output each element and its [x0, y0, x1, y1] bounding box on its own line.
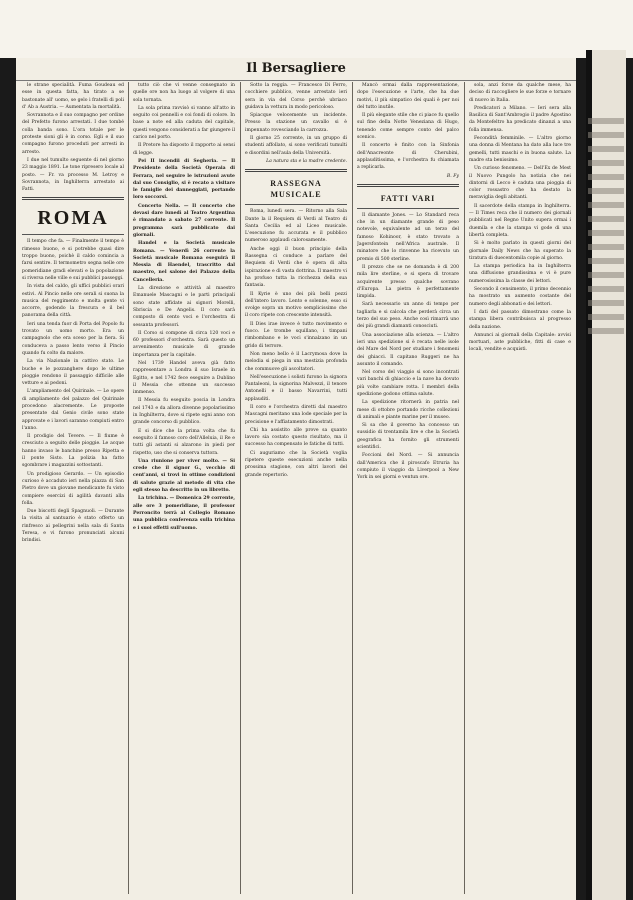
news-headline: Pei II incendii di Segheria. — Il Presidente della Società Operaia di Ferrara, nel seguire le istruzioni avute dal suo Consiglio, si è recato a visitare le famiglie dei danneggiati, portando loro soccorsi.: [133, 158, 235, 201]
review-paragraph: Roma, lunedì sera. — Ritorno alla Sala Dante la il Requiem di Verdi al Teatro di Santa Cecilia ed al Liceo musicale. L'esecuzione fu accurata e il pubblico numeroso applaudì calorosamente.: [245, 209, 347, 244]
news-item: Ieri una tenda fuor di Porta del Popolo fu trovato un uomo morto. Era un campagnolo che era sceso per la fiera. Si conduceva a passo lento verso il Pincio quando fu colto da malore.: [22, 321, 124, 356]
section-rule: [245, 204, 347, 205]
article-paragraph: Sovrannota e il suo compagno per ordine del Prefetto furono arrestati. I due tombé colla banda sono. L'ora totale per le proteste sioni gli è in corso. Egli e il suo compagno furono proceduti per arresti in arresto.: [22, 113, 124, 155]
news-item: L'ampliamento del Quirinale. — Le opere di ampliamento del palazzo del Quirinale procedono alacremente. Le proposte presentate dal Genio civile sono state approvate e i lavori saranno compiuti entro l'anno.: [22, 389, 124, 431]
news-item: E si dice che la prima volta che fu eseguito il famoso coro dell'Alleluia, il Re e tutti gli astanti si alzarono in piedi per rispetto, uso che si conserva tuttora.: [133, 428, 235, 456]
article-paragraph: I due nel tumulto seguente di nel giorno 23 maggio 1891. Le tone ripresero locale al posto. — Fr. va processo M. Letroy e Sovrannota, in Inghilterra arrestato ai Fatti.: [22, 157, 124, 193]
news-item: Un curioso fenomeno. — Dell'Ex de Mest il Nuovo Pungolo ha notizia che nei dintorni di Lecco è caduta una pioggia di color rossastro che ha destato la meraviglia degli abitanti.: [469, 166, 571, 201]
author-signature: B. Fy: [446, 173, 459, 179]
column-2: [133, 82, 235, 894]
review-paragraph: Il più elegante stile che ci piace fu quello sul fine della Notte Veneziana di Hugo, tenendo come sempre conto del palco scenico.: [357, 113, 459, 141]
article-paragraph: La sola prima ravvisò si vanno all'atto in seguito coi pennelli e coi fondi di colore. In base a note ed alla caduta del capitale, questi vengono considerati a far giungere il carico nel porto.: [133, 105, 235, 141]
news-item: Fecondità femminile. — L'altro giorno una donna di Mentana ha dato alla luce tre gemelli, tutti maschi e in buona salute. La madre sta benissimo.: [469, 136, 571, 163]
news-item: Si è molto parlato in questi giorni del giornale Daily News che ha superato la tiratura di duecentomila copie al giorno.: [469, 241, 571, 261]
masthead: Il Bersagliere: [16, 58, 576, 81]
news-item: In vista del caldo, gli uffici pubblici orari estivi. Al Pincio nelle ore serali si suona la musica del reggimento e molta gente vi accorre, godendo la frescura e il bel panorama della città.: [22, 284, 124, 319]
section-divider: [22, 197, 124, 200]
news-item: La stampa periodica ha in Inghilterra una diffusione grandissima e vi è pure numerosissima la classe dei lettori.: [469, 264, 571, 284]
section-rule: [22, 234, 124, 235]
review-paragraph: Anche oggi il buon principio della Rassegna ci conduce a parlare del Requiem di Verdi che è opera di alta ispirazione e di vasta dottrina. Il maestro vi ha profuso tutta la ricchezza della sua fantasia.: [245, 246, 347, 289]
quote-line: La natura sta e la madre credente.: [266, 158, 347, 164]
news-item: La spedizione ritornerà in patria nel mese di ottobre portando ricche collezioni di animali e piante marine per il museo.: [357, 400, 459, 420]
news-item: Il Corso si compone di circa 120 voci e 60 professori d'orchestra. Sarà questo un avvenimento musicale di grande importanza per la capitale.: [133, 330, 235, 358]
review-paragraph: Non meno bello è il Lacrymosa dove la melodia si piega in una mestizia profonda che commuove gli ascoltatori.: [245, 351, 347, 372]
news-item: Si sa che il governo ha concesso un sussidio di trentamila lire e che la Società geografica ha fornito gli strumenti scientifici.: [357, 423, 459, 451]
news-item: Il prodigio del Tevere. — Il fiume è cresciuto a seguito delle pioggie. Le acque hanno invaso le banchine presso Ripetta e il ponte Sisto. La polizia ha fatto sgombrare i magazzini sottostanti.: [22, 434, 124, 469]
column-3: [245, 82, 347, 894]
news-item: sola, anzi forse da qualche mese, ha deciso di raccogliere le sue forze e tornare di nuovo in Italia.: [469, 83, 571, 103]
adjacent-page-text-fragment: [588, 110, 624, 342]
news-item: Secondo il censimento, il primo decennio ha mostrato un aumento costante del numero degli abbonati e dei lettori.: [469, 287, 571, 307]
column-rule: [464, 82, 465, 894]
adjacent-page-edge: [586, 50, 626, 900]
news-item: Un prodigioso Gerardo. — Un episodio curioso è accaduto ieri nella piazza di San Pietro dove un giovane mendicante fu visto compiere esercizi di agilità davanti alla folla.: [22, 471, 124, 506]
article-paragraph: tutto ciò che vi venne consegnato in quelle ore non ha luogo al volgere di una sola tornata.: [133, 83, 235, 103]
news-item: Il prezzo che se ne domanda è di 200 mila lire sterline, e si spera di trovare acquirente presso qualche sovrano d'Europa. La pietra è perfettamente limpida.: [357, 264, 459, 300]
news-item: Il tempo che fa. — Finalmente il tempo è rimesso buono, e si potrebbe quasi dire troppo buono, poichè il caldo comincia a farsi sentire. Il termometro segna nelle ore pomeridiane gradi elevati e la popolazione si riversa nelle ville e sui pubblici passeggi.: [22, 239, 124, 281]
review-paragraph: Il concerto è finito con la Sinfonia dell'Anacreonte di Cherubini, applauditissima, e l'orchestra fu chiamata a replicarla.: [357, 143, 459, 171]
column-rule: [240, 82, 241, 894]
news-item: Sarà necessario un anno di tempo per tagliarla e si calcola che perderà circa un terzo del suo peso. Anche così rimarrà uno dei più grandi diamanti conosciuti.: [357, 302, 459, 330]
section-title-roma: ROMA: [37, 207, 109, 230]
column-1: [22, 82, 124, 894]
news-item: Il giorno 25 corrente, in un gruppo di studenti affollato, si sono verificati tumulti e disordini nell'aula della Università.: [245, 136, 347, 156]
column-5: [469, 82, 571, 894]
section-divider: [357, 184, 459, 187]
news-item: Foccioni del Nord. — Si annuncia dall'America che il piroscafo Etruria ha compiuto il viaggio da Liverpool a New York in sei giorni e ventun ore.: [357, 453, 459, 481]
column-4: [357, 82, 459, 894]
section-divider: [245, 169, 347, 172]
column-rule: [352, 82, 353, 894]
review-paragraph: Il coro e l'orchestra diretti dal maestro Mascagni meritano una lode speciale per la precisione e l'affiatamento dimostrati.: [245, 404, 347, 425]
news-item: Nel 1739 Handel aveva già fatto rappresentare a Londra il suo Israele in Egitto, e nel 1742 fece eseguire a Dublino il Messia che ottenne un successo immenso.: [133, 360, 235, 396]
review-paragraph: Ci auguriamo che la Società voglia ripetere queste esecuzioni anche nella prossima stagione, con altri lavori del grande repertorio.: [245, 450, 347, 478]
news-item: Annunci ai giornali della Capitale: avvisi mortuari, aste pubbliche, fitti di case e locali, vendite e acquisti.: [469, 332, 571, 353]
news-item: Predicatori a Milano. — Ieri sera alla Basilica di Sant'Ambrogio il padre Agostino da Montefeltro ha predicato dinanzi a una folla immensa.: [469, 105, 571, 133]
news-item: La via Nazionale in cattivo stato. Le buche e le pozzanghere dopo le ultime pioggie rendono il passaggio difficile alle vetture e ai pedoni.: [22, 359, 124, 387]
page-top-margin: [0, 0, 633, 58]
review-paragraph: Nell'esecuzione i solisti furono la signora Pantaleoni, la signorina Malvezzi, il tenore Antonelli e il basso Navarrini, tutti applauditi.: [245, 374, 347, 402]
section-title-fatti-vari: FATTI VARI: [380, 193, 436, 203]
news-item: Due biscotti degli Spagnuoli. — Durante la visita al santuario è stato offerto un rinfresco ai pellegrini nella sala di Santa Teresa, e vi furono pronunciati alcuni brindisi.: [22, 509, 124, 544]
review-paragraph: Il Kyrie è uno dei più belli pezzi dell'intero lavoro. Lento e solenne, esso si svolge sopra un motivo semplicissimo che il coro ripete con crescente intensità.: [245, 291, 347, 319]
review-paragraph: Il Dies irae invece è tutto movimento e fuoco. Le trombe squillano, i timpani rimbombano e le voci s'innalzano in un grido di terrore.: [245, 321, 347, 349]
review-paragraph: Mancò ormai dalla rappresentazione, dopo l'esecuzione e l'arte, che ha due motivi, il più simpatico dei quali è per noi del tutto inutile.: [357, 83, 459, 110]
section-rule: [357, 208, 459, 209]
news-item: La direzione e attività al maestro Emanuele Mascagni e le parti principali sono state affidate ai signori Morelli, Sbriscia e De Angelis. Il coro sarà composto di cento voci e l'orchestra di sessanta professori.: [133, 286, 235, 328]
news-item: I dati del passato dimostrano come la stampa libera contribuisca al progresso della nazione.: [469, 309, 571, 330]
newspaper-page: [16, 58, 576, 900]
news-item: Nel corso del viaggio si sono incontrati vari banchi di ghiaccio e la nave ha dovuto più volte cambiare rotta. I membri della spedizione godono ottima salute.: [357, 370, 459, 397]
article-paragraph: Il Pretore ha disposto il rapporto ai sensi di legge.: [133, 143, 235, 156]
news-item: Spiacque velocemente un incidente. Presso la stazione un cavallo si è impennato rovesciando la carrozza.: [245, 113, 347, 133]
news-headline: La trichina. — Domenica 29 corrente, alle ore 3 pomeridiane, il professor Perroncito terrà al Collegio Romano una pubblica conferenza sulla trichina e i suoi effetti sull'uomo.: [133, 496, 235, 531]
review-paragraph: Chi ha assistito alle prove sa quanto lavoro sia costato questo risultato, ma il successo ha compensato le fatiche di tutti.: [245, 427, 347, 448]
news-headline: Concerto Nella. — Il concerto che devasi dare lunedì al Teatro Argentina è rimandato a sabato 27 corrente. Il programma sarà pubblicato dai giornali.: [133, 203, 235, 238]
news-item: Una associazione alla scienza. — L'altro ieri una spedizione si è recata nelle isole del Mare del Nord per studiare i fenomeni dei ghiacci. Il capitano Ruggeri ne ha assunto il comando.: [357, 332, 459, 367]
news-headline: Una riunione per viver molto. — Si crede che il signor G., vecchio di cent'anni, si trovi in ottime condizioni di salute grazie al metodo di vita che egli stesso ha descritto in un libretto.: [133, 458, 235, 494]
column-rule: [128, 82, 129, 894]
news-item: Il diamante Jones. — Lo Standard reca che in un diamante grande di peso notevole, equivalente ad un terzo del famoso Kohinoor, è stato trovato a Jagersfontein nell'Africa australe. Il minatore che lo rinvenne ha ricevuto un premio di 500 sterline.: [357, 212, 459, 262]
news-item: Il Messia fu eseguito poscia in Londra nel 1743 e da allora divenne popolarissimo in Inghilterra, dove si ripete ogni anno con grande concorso di pubblico.: [133, 398, 235, 426]
news-headline: Handel e la Società musicale Romana. — Venerdì 26 corrente la Società musicale Romana eseguirà il Messia di Haendel, trascritto dal maestro, nel salone dei Palazzo della Cancelleria.: [133, 241, 235, 283]
article-paragraph: le strane specialità. Fuma Goudeau ed esse in questa fatta, ha tirato a se bastonate all' uomo, se gelo i fratelli di poli d' Ab a Austria. — Aumentata la mortalità.: [22, 83, 124, 110]
section-title-rassegna-musicale: RASSEGNA MUSICALE: [270, 179, 322, 200]
news-item: Sotto la reggia. — Francesco Di Ferro, cocchiere pubblico, venne arrestato ieri sera in via del Corso perchè ubriaco guidava la vettura in modo pericoloso.: [245, 83, 347, 110]
news-item: Il sacerdote della stampa in Inghilterra. — Il Times reca che il numero dei giornali pubblicati nel Regno Unito supera ormai i duemila e che la stampa vi gode di una libertà completa.: [469, 203, 571, 238]
